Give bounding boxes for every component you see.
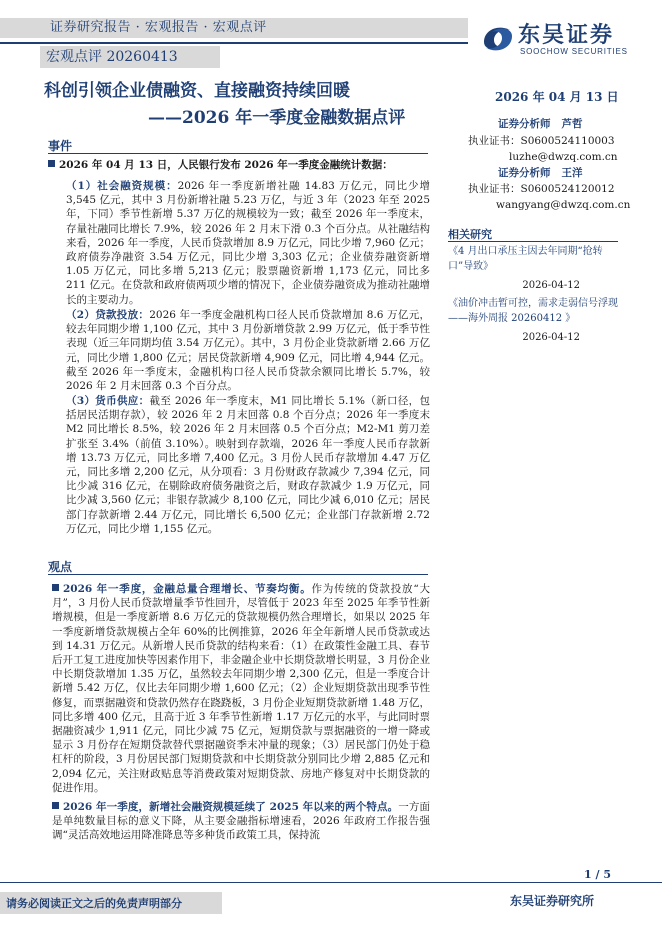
analyst-cert: 执业证书：S0600524120012: [468, 183, 615, 195]
events-paragraph: （3）货币供应：截至 2026 年一季度末，M1 同比增长 5.1%（新口径，包括居民活期存款），较 2026 年 2 月末回落 0.8 个百分点；2026 年一季度末 M2 同比增长 8.5%，较 2026 年 2 月末回落 0.5 个百分点；M2-M1 剪刀差扩张至 3.4%（前值 3.10%）。映射到存款端，2026 年一季度人民币存款新增 13.73 万亿元，同比多增 7,400 亿元。3 月份人民币存款增加 4.47 万亿元，同比多增 2,200 亿元，从分项看：3 月份财政存款减少 7,394 亿元，同比少减 316 亿元，在剔除政府债务融资之后，财政存款减少 1.9 万亿元，同比少减 3,560 亿元；非银存款减少 8,100 亿元，同比少减 6,010 亿元；居民部门存款新增 2.44 万亿元，同比增长 6,500 亿元；企业部门存款新增 2.72 万亿元，同比少增 1,155 亿元。: [66, 395, 430, 535]
analyst-name: 芦哲: [561, 118, 583, 130]
views-item: 2026 年一季度，新增社会融资规模延续了 2025 年以来的两个特点。一方面是单纯数量目标的意义下降，从主要金融指标增速看，2026 年政府工作报告强调“灵活高效地运用降准降息等多种货币政策工具，保持流: [52, 801, 431, 842]
views-rule: [48, 574, 428, 575]
events-paragraph: （1）社会融资规模：2026 年一季度新增社融 14.83 万亿元，同比少增 3,545 亿元，其中 3 月份新增社融 5.23 万亿，与近 3 年（2023 年至 2025 年，下同）季节性新增 5.37 万亿的规模较为一致；截至 2026 年一季度末，存量社融同比增长 7.9%，较 2026 年 2 月末下滑 0.3 个百分点。从社融结构来看，2026 年一季度，人民币贷款增加 8.9 万亿元，同比少增 7,960 亿元；政府债券净融资 3.54 万亿元，同比少增 3,303 亿元；企业债券融资新增 1.05 万亿元，同比多增 5,213 亿元；股票融资新增 1,173 亿元，同比多 211 亿元。在贷款和政府债两项少增的情况下，企业债券融资成为推动社融增长的主要动力。: [66, 180, 430, 306]
views-heading: 观点: [48, 560, 73, 574]
related-item-date: 2026-04-12: [522, 280, 580, 291]
analyst-email[interactable]: wangyang@dwzq.com.cn: [496, 199, 631, 211]
header-rule: [0, 42, 468, 44]
related-item-date: 2026-04-12: [522, 332, 580, 343]
events-heading: 事件: [48, 139, 73, 153]
bullet-square-icon: [52, 802, 59, 809]
report-code: 宏观点评 20260413: [46, 49, 178, 65]
analyst-1: [498, 117, 582, 132]
report-title: 科创引领企业债融资、直接融资持续回暖: [44, 81, 350, 101]
analyst-role: 证券分析师: [498, 167, 551, 179]
logo-english-name: SOOCHOW SECURITIES: [520, 47, 628, 56]
related-item[interactable]: 《油价冲击暂可控，需求走弱信号浮现——海外周报 20260412 》: [448, 298, 618, 324]
analyst-2: [498, 166, 582, 181]
analyst-email[interactable]: luzhe@dwzq.com.cn: [509, 151, 618, 163]
bullet-square-icon: [52, 584, 59, 591]
bullet-square-icon: [48, 160, 55, 167]
page-number: 1 / 5: [584, 868, 611, 881]
report-category: 证券研究报告 · 宏观报告 · 宏观点评: [50, 20, 267, 35]
analyst-cert: 执业证书：S0600524110003: [468, 135, 615, 147]
report-date: 2026 年 04 月 13 日: [495, 90, 619, 104]
views-item: 2026 年一季度，金融总量合理增长、节奏均衡。作为传统的贷款投放“大月”，3 月份人民币贷款增量季节性回升，尽管低于 2023 年至 2025 年季节性新增规模，但是一季度新增 8.6 万亿元的贷款规模仍然合理增长，如果以 2025 年一季度新增贷款规模占全年 60%的比例推算，2026 年全年新增人民币贷款或达到 14.31 万亿元。从新增人民币贷款的结构来看：（1）在政策性金融工具、春节后开工复工进度加快等因素作用下，非金融企业中长期贷款增长明显，3 月份企业中长期贷款增加 1.35 万亿，虽然较去年同期少增 2,300 亿元，但是一季度合计新增 5.42 万亿，仅比去年同期少增 1,600 亿元；（2）企业短期贷款出现季节性修复，而票据融资和贷款仍然存在跷跷板，3 月份企业短期贷款新增 1.48 万亿，同比多增 400 亿元，且高于近 3 年季节性新增 1.17 万亿元的水平，与此同时票据融资减少 1,911 亿元，同比少减 75 亿元，短期贷款与票据融资的一增一降或显示 3 月份存在短期贷款替代票据融资季末冲量的现象；（3）居民部门仍处于稳杠杆的阶段，3 月份居民部门短期贷款和中长期贷款分别同比少增 2,885 亿元和 2,094 亿元，关注财政贴息等消费政策对短期贷款、房地产修复对中长期贷款的促进作用。: [52, 583, 430, 794]
analyst-name: 王洋: [561, 167, 583, 179]
related-research-heading: 相关研究: [448, 228, 492, 241]
events-rule: [48, 153, 428, 154]
footer-rule: [0, 882, 662, 883]
events-lead: 2026 年 04 月 13 日，人民银行发布 2026 年一季度金融统计数据：: [48, 158, 430, 172]
disclaimer-note: 请务必阅读正文之后的免责声明部分: [6, 897, 182, 910]
logo-chinese-name: 东吴证券: [518, 22, 615, 48]
analyst-role: 证券分析师: [498, 118, 551, 130]
research-institute: 东吴证券研究所: [510, 894, 595, 908]
events-paragraph: （2）贷款投放：2026 年一季度金融机构口径人民币贷款增加 8.6 万亿元，较去年同期少增 1,100 亿元，其中 3 月份新增贷款 2.99 万亿元，低于季节性表现（近三年同期均值 3.54 万亿元）。其中，3 月份企业贷款新增 2.66 万亿元，同比少增 1,800 亿元；居民贷款新增 4,909 亿元，同比增 4,944 亿元。截至 2026 年一季度末，金融机构口径人民币贷款余额同比增长 5.7%，较 2026 年 2 月末回落 0.3 个百分点。: [66, 309, 430, 393]
report-subtitle: ——2026 年一季度金融数据点评: [148, 108, 406, 128]
related-item[interactable]: 《4 月出口承压主因去年同期“抢转口”导致》: [448, 246, 603, 272]
related-rule: [448, 241, 618, 242]
